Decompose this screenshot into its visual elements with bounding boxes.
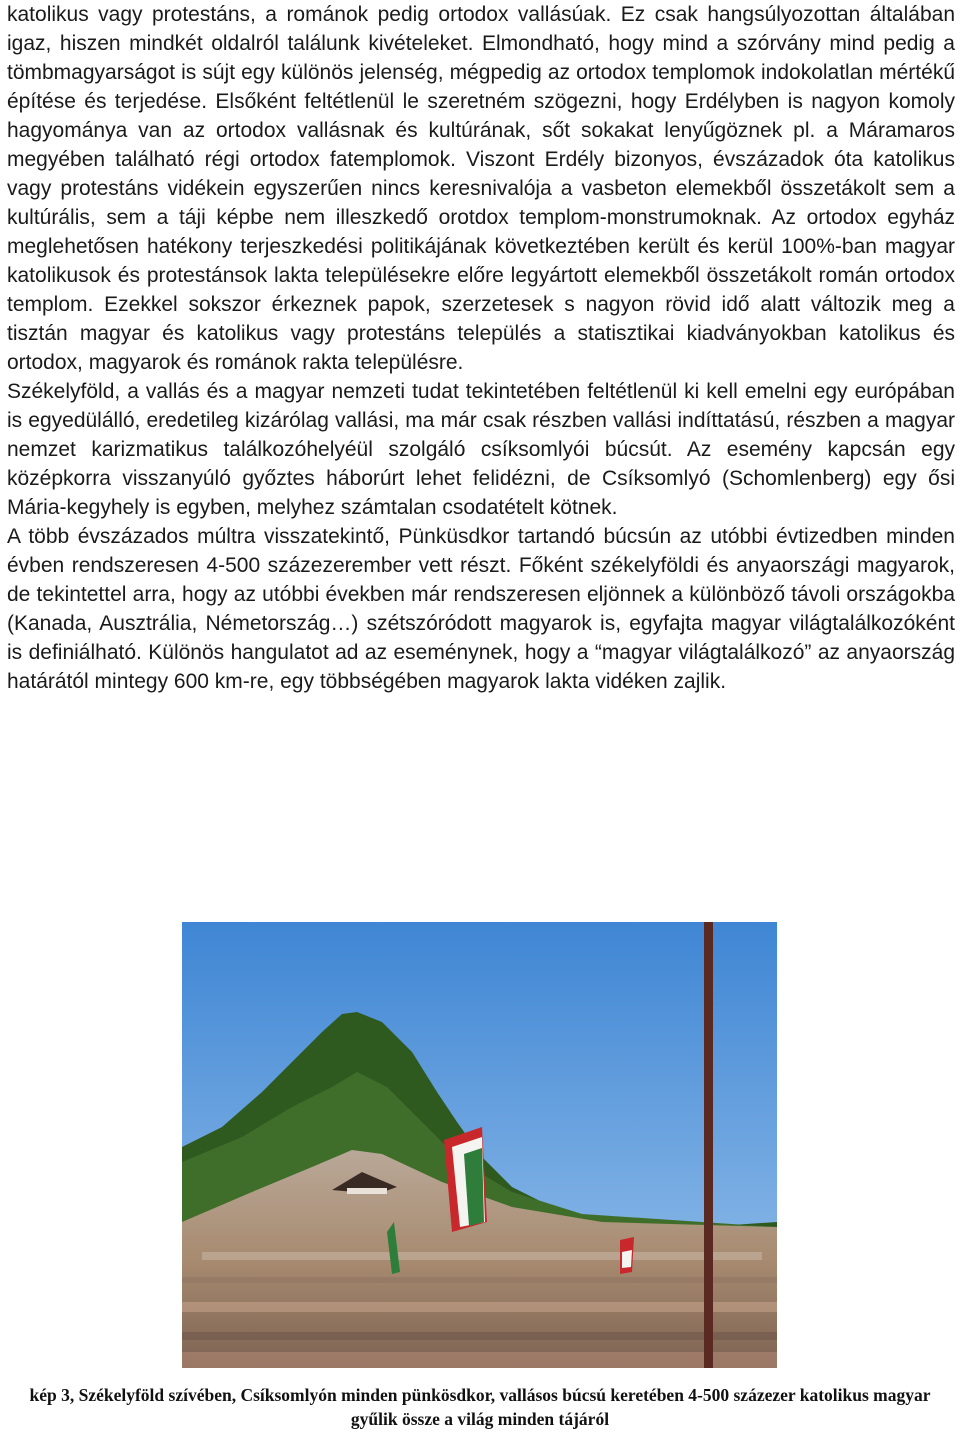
paragraph-2: Székelyföld, a vallás és a magyar nemzeti tudat tekintetében feltétlenül ki kell emelni egy európában is egyedülálló, eredetileg kizárólag vallási, ma már csak részben vallási indíttatású, részben a magyar nemzet karizmatikus találkozóhelyéül szolgáló csíksomlyói búcsút. Az esemény kapcsán egy középkorra visszanyúló győztes háborúrt lehet felidézni, de Csíksomlyó (Schomlenberg) egy ősi Mária-kegyhely is egyben, melyhez számtalan csodatételt kötnek. (7, 380, 955, 519)
pilgrimage-crowd-photo (182, 922, 777, 1368)
body-text (7, 0, 955, 696)
paragraph-3: A több évszázados múltra visszatekintő, Pünküsdkor tartandó búcsún az utóbbi évtizedben minden évben rendszeresen 4-500 százezerember vett részt. Főként székelyföldi és anyaországi magyarok, de tekintettel arra, hogy az utóbbi években már rendszeresen eljönnek a különböző távoli országokba (Kanada, Ausztrália, Németország…) szétszóródott magyarok is, egyfajta magyar világtalálkozóként is definiálható. Különös hangulatot ad az eseménynek, hogy a “magyar világtalálkozó” az anyaország határától mintegy 600 km-re, egy többségében magyarok lakta vidéken zajlik. (7, 525, 955, 693)
flagpole (704, 922, 713, 1368)
photo-caption: kép 3, Székelyföld szívében, Csíksomlyón minden pünkösdkor, vallásos búcsú keretében 4-500 százezer katolikus magyar gyűlik össze a világ minden tájáról (29, 1385, 931, 1429)
paragraph-1: katolikus vagy protestáns, a románok pedig ortodox vallásúak. Ez csak hangsúlyozottan általában igaz, hiszen mindkét oldalról találunk kivételeket. Elmondható, hogy mind a szórvány mind pedig a tömbmagyarságot is sújt egy különös jelenség, mégpedig az ortodox templomok indokolatlan mértékű építése és terjedése. Elsőként feltétlenül le szeretném szögezni, hogy Erdélyben is nagyon komoly hagyománya van az ortodox vallásnak és kultúrának, sőt sokakat lenyűgöznek pl. a Máramaros megyében található régi ortodox fatemplomok. Viszont Erdély bizonyos, évszázadok óta katolikus vagy protestáns vidékein egyszerűen nincs keresnivalója a vasbeton elemekből összetákolt sem a kultúrális, sem a táji képbe nem illeszkedő orotdox templom-monstrumoknak. Az ortodox egyház meglehetősen hatékony terjeszkedési politikájának következtében került és kerül 100%-ban magyar katolikusok és protestánsok lakta településekre előre legyártott elemekből összetákolt román ortodox templom. Ezekkel sokszor érkeznek papok, szerzetesek s nagyon rövid idő alatt változik meg a tisztán magyar és katolikus vagy protestáns település a statisztikai kiadványokban katolikus és ortodox, magyarok és románok rakta településre. (7, 3, 955, 374)
